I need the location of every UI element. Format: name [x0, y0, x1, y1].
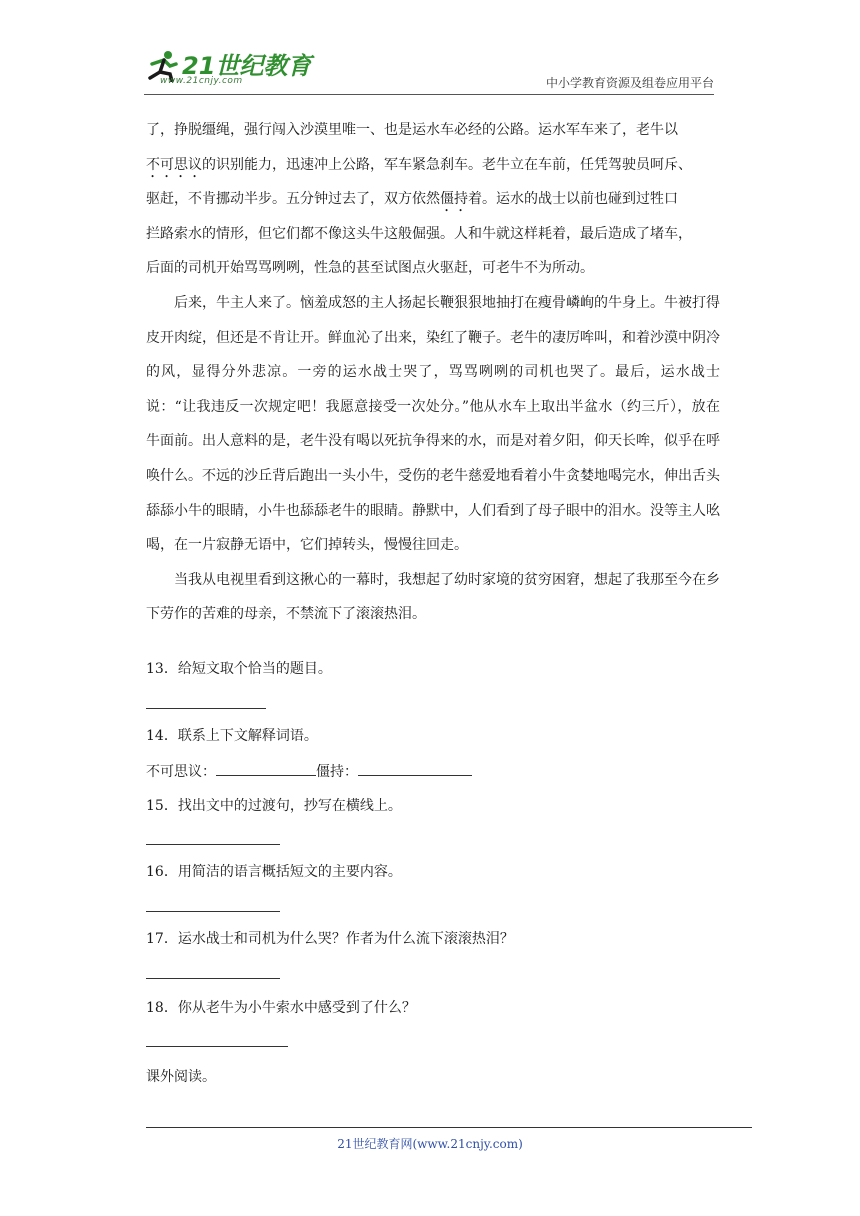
- passage-line-4: 拦路索水的情形，但它们都不像这头牛这般倔强。人和牛就这样耗着，最后造成了堵车，: [146, 225, 692, 242]
- answer-line-15[interactable]: [146, 844, 280, 845]
- passage-paragraph-2: 后来，牛主人来了。恼羞成怒的主人扬起长鞭狠狠地抽打在瘦骨嶙峋的牛身上。牛被打得皮开肉绽，但还是不肯让开。鲜血沁了出来，染红了鞭子。老牛的凄厉哞叫，和着沙漠中阴冷的风，显得分外悲凉。一旁的运水战士哭了，骂骂咧咧的司机也哭了。最后，运水战士说：“让我违反一次规定吧！我愿意接受一次处分。”他从水车上取出半盆水（约三斤），放在牛面前。出人意料的是，老牛没有喝以死抗争得来的水，而是对着夕阳，仰天长哞，似乎在呼唤什么。不远的沙丘背后跑出一头小牛，受伤的老牛慈爱地看着小牛贪婪地喝完水，伸出舌头舔舔小牛的眼睛，小牛也舔舔老牛的眼睛。静默中，人们看到了母子眼中的泪水。没等主人吆喝，在一片寂静无语中，它们掉转头，慢慢往回走。: [146, 294, 720, 554]
- question-13: 13．给短文取个恰当的题目。: [146, 661, 332, 677]
- emphasized-term-bukesiyi: 不可思议: [146, 156, 202, 173]
- answer-line-16[interactable]: [146, 911, 280, 912]
- question-14: 14．联系上下文解释词语。: [146, 728, 318, 744]
- passage-line-2: [146, 148, 720, 183]
- passage-line-1: 了，挣脱缰绳，强行闯入沙漠里唯一、也是运水车必经的公路。运水军车来了，老牛以: [146, 122, 678, 138]
- page-header: [144, 44, 714, 96]
- question-16: 16．用简洁的语言概括短文的主要内容。: [146, 864, 402, 880]
- passage-paragraph-3: 当我从电视里看到这揪心的一幕时，我想起了幼时家境的贫穷困窘，想起了我那至今在乡下劳作的苦难的母亲，不禁流下了滚滚热泪。: [146, 571, 720, 623]
- logo: [144, 46, 314, 88]
- logo-text: 21世纪教育: [182, 52, 312, 80]
- answer-blank-jiangchi[interactable]: [358, 761, 472, 776]
- answer-blank-bukesiyi[interactable]: [216, 761, 316, 776]
- passage-line-3: 驱赶，不肯挪动半步。五分钟过去了，双方依然僵持着。运水的战士以前也碰到过牲口: [146, 191, 678, 208]
- platform-label: 中小学教育资源及组卷应用平台: [545, 76, 714, 90]
- footer-divider: [146, 1127, 752, 1128]
- section-heading-extracurricular: 课外阅读。: [146, 1069, 216, 1085]
- term-label-jiangchi: 僵持：: [316, 764, 358, 780]
- term-label-bukesiyi: 不可思议：: [146, 764, 216, 780]
- footer-text[interactable]: 21世纪教育网(www.21cnjy.com): [337, 1137, 523, 1151]
- logo-url: www.21cnjy.com: [160, 76, 243, 86]
- question-18: 18．你从老牛为小牛索水中感受到了什么？: [146, 1000, 416, 1016]
- emphasized-term-jiangchi: 僵持: [440, 191, 468, 208]
- passage-line-2-rest: 的识别能力，迅速冲上公路，军车紧急刹车。老牛立在车前，任凭驾驶员呵斥、: [202, 156, 692, 173]
- question-15: 15．找出文中的过渡句，抄写在横线上。: [146, 798, 402, 814]
- passage-line-5: 后面的司机开始骂骂咧咧，性急的甚至试图点火驱赶，可老牛不为所动。: [146, 260, 594, 277]
- question-17: 17．运水战士和司机为什么哭？作者为什么流下滚滚热泪？: [146, 931, 514, 947]
- header-divider: [144, 94, 714, 95]
- question-14-terms: [146, 761, 472, 781]
- reading-passage: [146, 113, 720, 632]
- answer-line-18[interactable]: [146, 1046, 288, 1047]
- answer-line-17[interactable]: [146, 978, 280, 979]
- answer-line-13[interactable]: [146, 708, 266, 709]
